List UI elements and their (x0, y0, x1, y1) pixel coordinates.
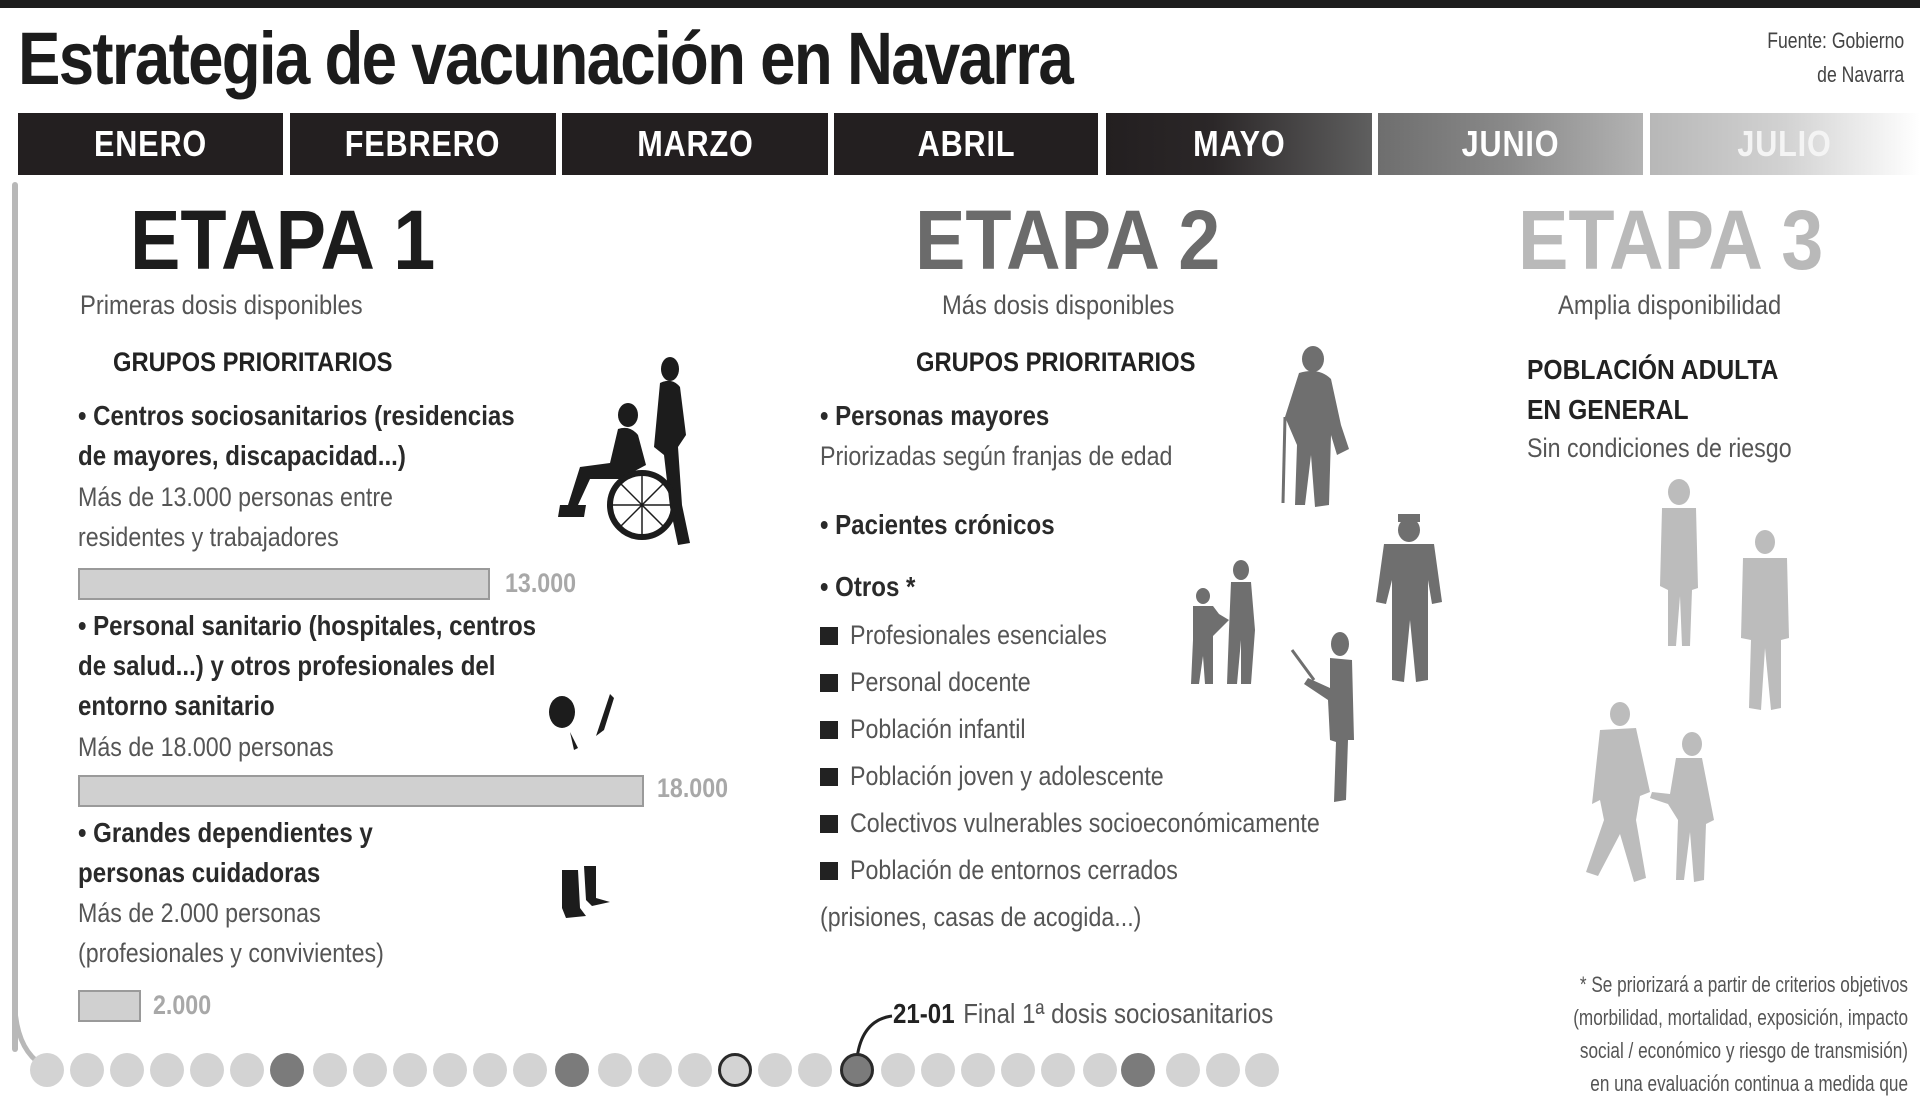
timeline-vertical-line (12, 182, 18, 1052)
otros-item: Población infantil (820, 706, 1396, 753)
day-dot (353, 1053, 387, 1087)
day-dot (230, 1053, 264, 1087)
bar-centros-sociosanitarios (78, 568, 490, 600)
day-dot (598, 1053, 632, 1087)
square-bullet-icon (820, 768, 838, 786)
otros-item: Población de entornos cerrados (820, 847, 1396, 894)
month-febrero: FEBRERO (290, 113, 556, 175)
month-bar (18, 113, 1920, 175)
stage-3-group-heading: POBLACIÓN ADULTA EN GENERAL (1527, 354, 1779, 425)
adult-and-child-icon (1185, 560, 1265, 690)
stage-2-group-heading: GRUPOS PRIORITARIOS (916, 347, 1196, 377)
bar-label-2000: 2.000 (153, 990, 212, 1020)
bar-label-13000: 13.000 (505, 568, 577, 598)
day-dot-outlined (718, 1053, 752, 1087)
day-dot (961, 1053, 995, 1087)
police-officer-icon (1370, 510, 1450, 690)
stage-1-item-3-heading: • Grandes dependientes y personas cuidadoras (78, 817, 373, 888)
day-dot (30, 1053, 64, 1087)
day-dot (921, 1053, 955, 1087)
stage-2-item-otros: • Otros * (820, 571, 916, 602)
day-dot (393, 1053, 427, 1087)
day-dot-milestone (840, 1053, 874, 1087)
month-abril: ABRIL (834, 113, 1098, 175)
footnote: * Se priorizará a partir de criterios objetivos (morbilidad, mortalidad, exposición, impacto social / económico y riesgo de transmisión) en una evaluación continua a medida que (1573, 972, 1908, 1096)
stage-3-group-sub: Sin condiciones de riesgo (1527, 433, 1792, 463)
milestone-annotation (893, 998, 1273, 1030)
stage-2-title: ETAPA 2 (915, 193, 1221, 287)
page-title: Estrategia de vacunación en Navarra (18, 17, 1072, 100)
source-credit (1767, 24, 1904, 92)
day-dot (638, 1053, 672, 1087)
day-dot (473, 1053, 507, 1087)
square-bullet-icon (820, 721, 838, 739)
month-enero: ENERO (18, 113, 283, 175)
day-dot (1083, 1053, 1117, 1087)
day-dot-highlight (270, 1053, 304, 1087)
day-dot (1041, 1053, 1075, 1087)
otros-item: Profesionales esenciales (820, 612, 1396, 659)
day-dot (881, 1053, 915, 1087)
stage-2-subtitle: Más dosis disponibles (942, 290, 1175, 320)
day-dot (190, 1053, 224, 1087)
milestone-date: 21-01 (893, 998, 955, 1029)
stage-2-item-personas-mayores-detail: Priorizadas según franjas de edad (820, 441, 1173, 471)
woman-standing-icon (1650, 478, 1710, 653)
square-bullet-icon (820, 815, 838, 833)
month-marzo: MARZO (562, 113, 828, 175)
stage-3-title: ETAPA 3 (1518, 193, 1824, 287)
source-line-2: de Navarra (1816, 62, 1904, 87)
stage-1-item-2-heading: • Personal sanitario (hospitales, centros de salud...) y otros profesionales del entorno sanitario (78, 610, 537, 721)
walking-pair-icon (1580, 700, 1730, 890)
bar-label-18000: 18.000 (657, 773, 729, 803)
top-stripe (0, 0, 1920, 8)
otros-note: (prisiones, casas de acogida...) (820, 902, 1142, 932)
otros-item: Población joven y adolescente (820, 753, 1396, 800)
elderly-with-cane-icon (1275, 345, 1365, 510)
stage-2-item-personas-mayores: • Personas mayores (820, 400, 1050, 431)
day-dot-highlight (1121, 1053, 1155, 1087)
day-dot (433, 1053, 467, 1087)
otros-item: Personal docente (820, 659, 1396, 706)
day-dot (1206, 1053, 1240, 1087)
day-dot (1001, 1053, 1035, 1087)
day-dot (798, 1053, 832, 1087)
day-dot (1166, 1053, 1200, 1087)
square-bullet-icon (820, 862, 838, 880)
stage-1-title: ETAPA 1 (130, 193, 436, 287)
day-dot (150, 1053, 184, 1087)
stage-1-item-3-detail: Más de 2.000 personas (profesionales y convivientes) (78, 898, 384, 968)
stage-1-group-heading: GRUPOS PRIORITARIOS (113, 347, 393, 377)
stage-1-item-1-heading: • Centros sociosanitarios (residencias de mayores, discapacidad...) (78, 400, 515, 471)
day-dot (513, 1053, 547, 1087)
stage-1-item-1-detail: Más de 13.000 personas entre residentes y trabajadores (78, 482, 393, 552)
month-julio: JULIO (1650, 113, 1920, 175)
month-junio: JUNIO (1378, 113, 1643, 175)
stage-2-item-pacientes-cronicos: • Pacientes crónicos (820, 509, 1055, 540)
stage-1-item-2-detail: Más de 18.000 personas (78, 732, 334, 762)
square-bullet-icon (820, 627, 838, 645)
day-dot (758, 1053, 792, 1087)
bar-grandes-dependientes (78, 990, 141, 1022)
man-standing-icon (1735, 528, 1795, 718)
teacher-icon (1290, 630, 1370, 810)
day-dot-highlight (555, 1053, 589, 1087)
day-dot (313, 1053, 347, 1087)
day-dot (678, 1053, 712, 1087)
day-dot (110, 1053, 144, 1087)
milestone-text: Final 1ª dosis sociosanitarios (963, 998, 1274, 1029)
day-dot (70, 1053, 104, 1087)
otros-item: Colectivos vulnerables socioeconómicamente (820, 800, 1396, 847)
health-worker-icon (540, 690, 630, 940)
day-dot (1245, 1053, 1279, 1087)
month-mayo: MAYO (1106, 113, 1372, 175)
source-line-1: Fuente: Gobierno (1767, 28, 1904, 53)
stage-1-subtitle: Primeras dosis disponibles (80, 290, 363, 320)
wheelchair-caregiver-icon (550, 355, 710, 555)
stage-3-subtitle: Amplia disponibilidad (1558, 290, 1782, 320)
square-bullet-icon (820, 674, 838, 692)
